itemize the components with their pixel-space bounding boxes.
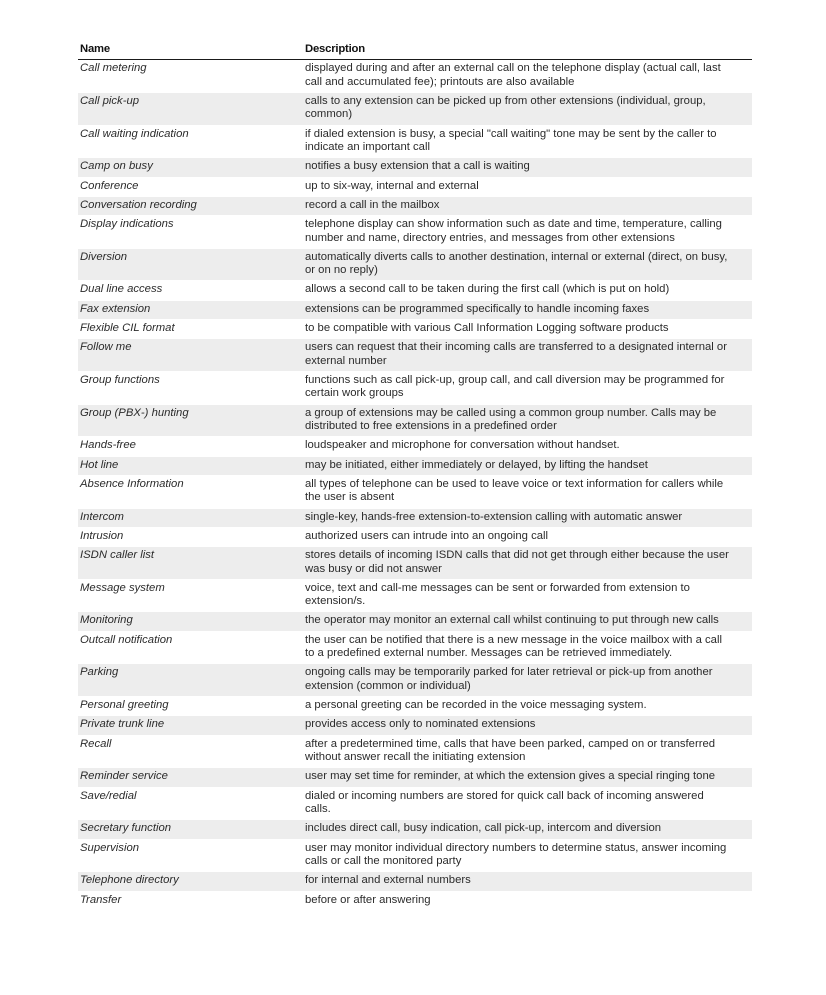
feature-name: Outcall notification bbox=[80, 633, 173, 646]
feature-name: Transfer bbox=[80, 893, 122, 906]
table-row bbox=[78, 158, 752, 177]
feature-name: Follow me bbox=[80, 341, 132, 354]
feature-description: ongoing calls may be temporarily parked for later retrieval or pick-up from another extension (common or individual) bbox=[305, 666, 713, 693]
feature-description: user may monitor individual directory numbers to determine status, answer incoming calls or call the monitored party bbox=[305, 841, 727, 868]
feature-name: Save/redial bbox=[80, 789, 137, 802]
table-header bbox=[78, 42, 752, 60]
table-row bbox=[78, 320, 752, 339]
feature-description: voice, text and call-me messages can be sent or forwarded from extension to extension/s. bbox=[305, 581, 690, 608]
feature-name: Message system bbox=[80, 581, 165, 594]
feature-description: calls to any extension can be picked up from other extensions (individual, group, common) bbox=[305, 94, 706, 121]
feature-description: telephone display can show information such as date and time, temperature, calling number and name, directory entries, and messages from other extensions bbox=[305, 217, 722, 244]
feature-description: provides access only to nominated extensions bbox=[305, 718, 536, 731]
feature-name: Private trunk line bbox=[80, 718, 165, 731]
feature-description: record a call in the mailbox bbox=[305, 198, 440, 211]
table-row bbox=[78, 457, 752, 476]
feature-name: Conference bbox=[80, 179, 139, 192]
table-row bbox=[78, 126, 752, 159]
feature-name: Call pick-up bbox=[80, 94, 140, 107]
feature-description: if dialed extension is busy, a special "call waiting" tone may be sent by the caller to indicate an important call bbox=[305, 127, 717, 154]
table-row bbox=[78, 612, 752, 631]
feature-description: includes direct call, busy indication, call pick-up, intercom and diversion bbox=[305, 822, 662, 835]
feature-description: functions such as call pick-up, group call, and call diversion may be programmed for certain work groups bbox=[305, 373, 725, 400]
feature-name: Display indications bbox=[80, 217, 174, 230]
feature-name: Recall bbox=[80, 737, 112, 750]
table-row bbox=[78, 301, 752, 320]
feature-description: the user can be notified that there is a new message in the voice mailbox with a call to a predefined external number. Messages can be retrieved immediately. bbox=[305, 633, 722, 660]
table-row bbox=[78, 580, 752, 613]
feature-name: Group functions bbox=[80, 373, 160, 386]
table-row bbox=[78, 632, 752, 665]
feature-name: Group (PBX-) hunting bbox=[80, 406, 189, 419]
feature-name: Parking bbox=[80, 666, 119, 679]
feature-name: Camp on busy bbox=[80, 160, 153, 173]
feature-name: Absence Information bbox=[80, 477, 184, 490]
feature-name: Telephone directory bbox=[80, 874, 179, 887]
feature-name: Call metering bbox=[80, 62, 147, 74]
feature-description: automatically diverts calls to another destination, internal or external (direct, on busy, or on no reply) bbox=[305, 250, 728, 277]
feature-description: loudspeaker and microphone for conversation without handset. bbox=[305, 439, 620, 452]
feature-description: the operator may monitor an external call whilst continuing to put through new calls bbox=[305, 614, 719, 627]
feature-description: stores details of incoming ISDN calls that did not get through either because the user was busy or did not answer bbox=[305, 548, 729, 575]
feature-description: after a predetermined time, calls that have been parked, camped on or transferred without answer recall the initiating extension bbox=[305, 737, 716, 764]
feature-description: may be initiated, either immediately or delayed, by lifting the handset bbox=[305, 458, 648, 471]
table-row bbox=[78, 372, 752, 405]
feature-name: Diversion bbox=[80, 250, 128, 263]
table-row bbox=[78, 281, 752, 300]
table-row bbox=[78, 872, 752, 891]
table-row bbox=[78, 788, 752, 821]
table-body bbox=[78, 60, 752, 911]
feature-description: for internal and external numbers bbox=[305, 874, 471, 887]
feature-description: dialed or incoming numbers are stored for quick call back of incoming answered calls. bbox=[305, 789, 704, 816]
table-row bbox=[78, 736, 752, 769]
table-row bbox=[78, 509, 752, 528]
table-row bbox=[78, 216, 752, 249]
feature-description: user may set time for reminder, at which the extension gives a special ringing tone bbox=[305, 770, 716, 783]
feature-name: Dual line access bbox=[80, 283, 163, 296]
feature-description: authorized users can intrude into an ongoing call bbox=[305, 529, 549, 542]
header-description: Description bbox=[305, 43, 365, 56]
feature-description: all types of telephone can be used to leave voice or text information for callers while the user is absent bbox=[305, 477, 724, 504]
feature-name: Call waiting indication bbox=[80, 127, 189, 140]
table-row bbox=[78, 664, 752, 697]
table-row bbox=[78, 178, 752, 197]
feature-description: users can request that their incoming calls are transferred to a designated internal or external number bbox=[305, 341, 727, 367]
feature-name: Hands-free bbox=[80, 439, 136, 452]
table-row bbox=[78, 716, 752, 735]
feature-name: Personal greeting bbox=[80, 699, 169, 712]
table-row bbox=[78, 60, 752, 93]
table-row bbox=[78, 437, 752, 456]
feature-description: extensions can be programmed specifically to handle incoming faxes bbox=[305, 302, 650, 315]
feature-description: up to six-way, internal and external bbox=[305, 179, 479, 192]
feature-description: single-key, hands-free extension-to-extension calling with automatic answer bbox=[305, 510, 683, 523]
feature-name: ISDN caller list bbox=[80, 548, 155, 561]
feature-name: Intercom bbox=[80, 510, 124, 523]
feature-name: Secretary function bbox=[80, 822, 172, 835]
table-row bbox=[78, 547, 752, 580]
table-row bbox=[78, 339, 752, 372]
feature-description: to be compatible with various Call Information Logging software products bbox=[305, 321, 669, 334]
table-row bbox=[78, 528, 752, 547]
table-row bbox=[78, 892, 752, 911]
table-row bbox=[78, 840, 752, 873]
feature-name: Supervision bbox=[80, 841, 140, 854]
table-row bbox=[78, 405, 752, 438]
feature-name: Intrusion bbox=[80, 529, 124, 542]
feature-name: Reminder service bbox=[80, 770, 168, 783]
table-row bbox=[78, 768, 752, 787]
table-row bbox=[78, 197, 752, 216]
feature-name: Monitoring bbox=[80, 614, 133, 627]
feature-description: displayed during and after an external call on the telephone display (actual call, last call and accumulated fee); printouts are also available bbox=[305, 62, 721, 88]
table-row bbox=[78, 476, 752, 509]
feature-name: Conversation recording bbox=[80, 198, 197, 211]
feature-name: Fax extension bbox=[80, 302, 151, 315]
feature-description: a group of extensions may be called using a common group number. Calls may be distributed to free extensions in a predefined order bbox=[305, 406, 717, 433]
table-row bbox=[78, 249, 752, 282]
header-name: Name bbox=[80, 43, 110, 56]
feature-description: notifies a busy extension that a call is waiting bbox=[305, 160, 530, 173]
feature-name: Hot line bbox=[80, 458, 119, 471]
feature-description: allows a second call to be taken during the first call (which is put on hold) bbox=[305, 283, 670, 296]
feature-description: before or after answering bbox=[305, 893, 431, 906]
feature-description: a personal greeting can be recorded in the voice messaging system. bbox=[305, 699, 647, 712]
feature-name: Flexible CIL format bbox=[80, 321, 175, 334]
feature-table bbox=[78, 42, 752, 911]
table-row bbox=[78, 820, 752, 839]
table-row bbox=[78, 697, 752, 716]
table-row bbox=[78, 93, 752, 126]
